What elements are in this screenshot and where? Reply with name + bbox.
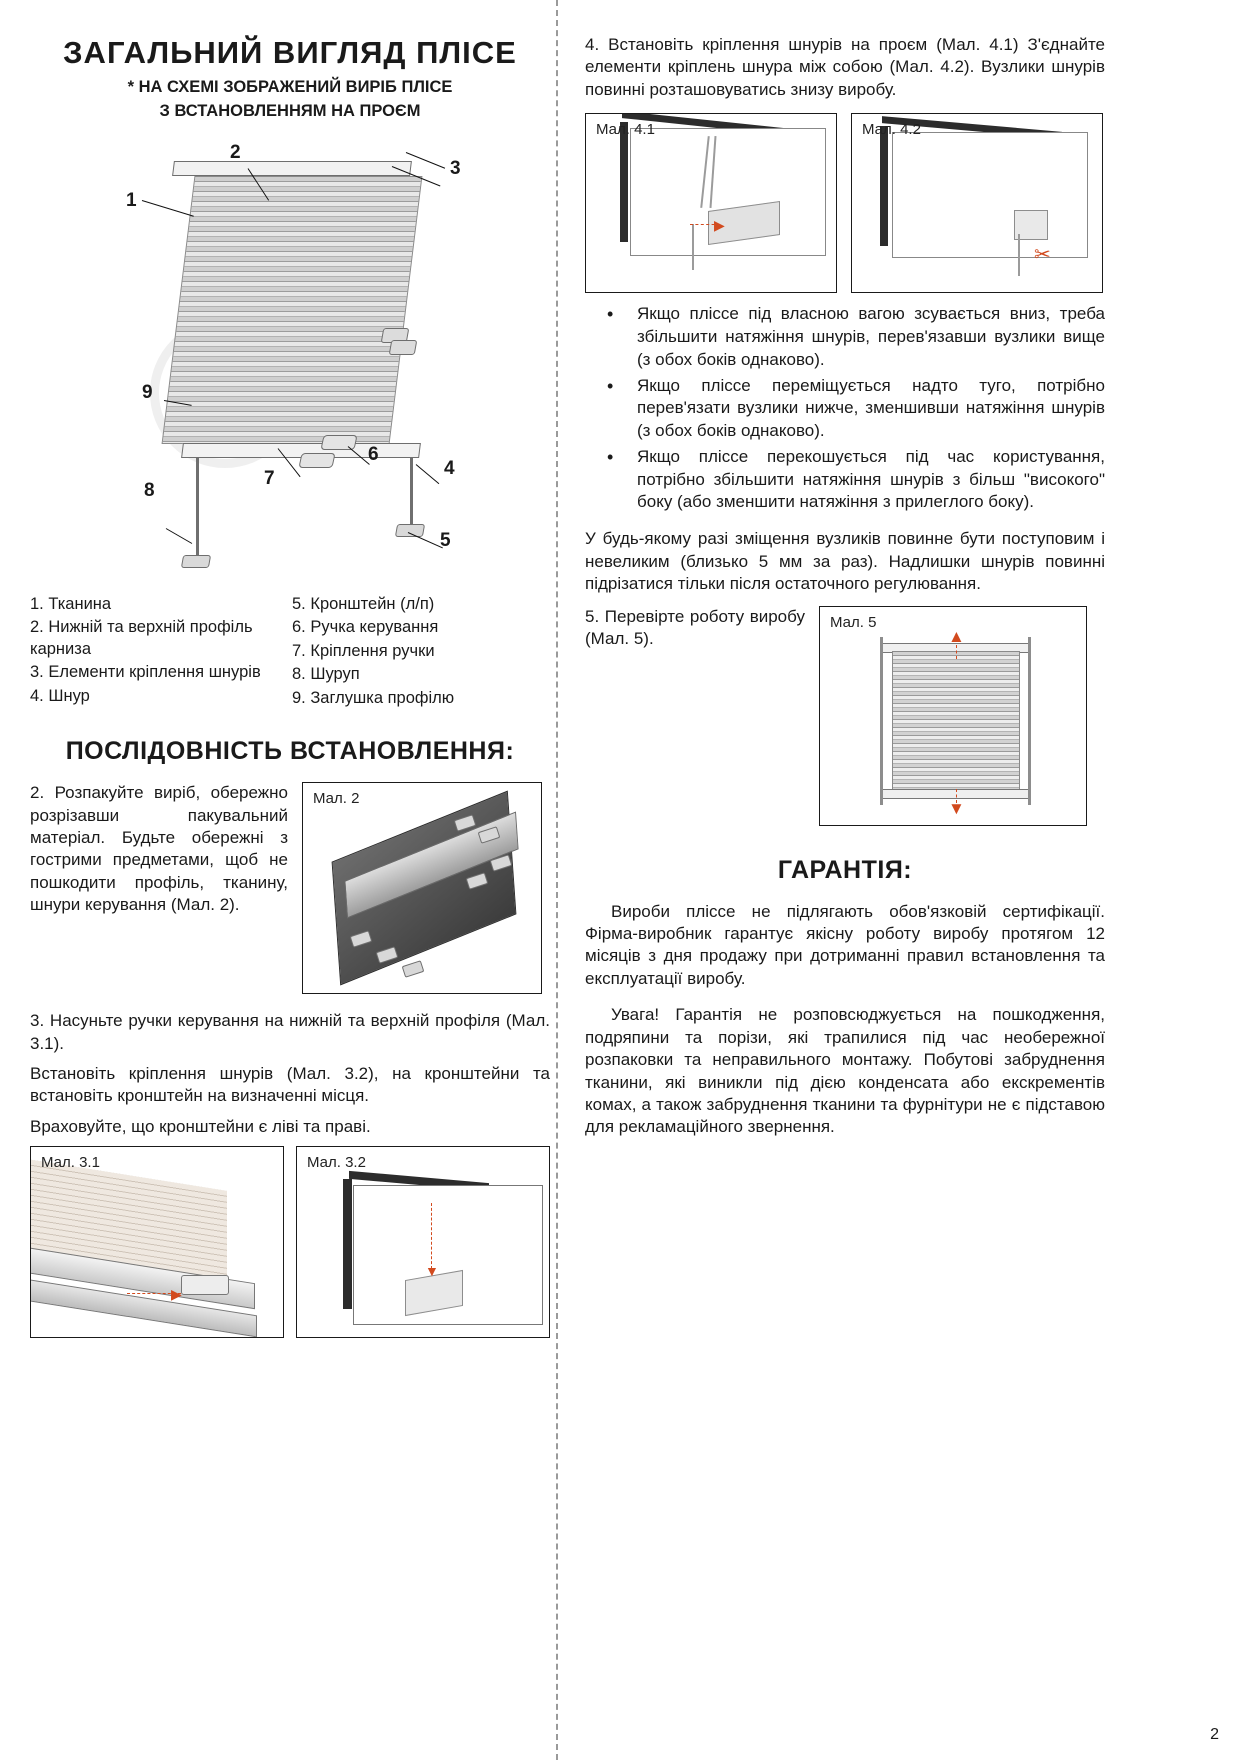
- leader-line-5: [408, 532, 443, 548]
- arrow-down-icon: ▼: [948, 798, 965, 818]
- legend-item: 3. Елементи кріплення шнурів: [30, 663, 261, 682]
- figure-3-1-caption: Мал. 3.1: [41, 1154, 100, 1172]
- figures-4-row: [585, 113, 1105, 293]
- subtitle-line-1: * НА СХЕМІ ЗОБРАЖЕНИЙ ВИРІБ ПЛІСЕ: [127, 77, 453, 96]
- subtitle-line-2: З ВСТАНОВЛЕННЯМ НА ПРОЄМ: [159, 102, 421, 121]
- installation-section-title: ПОСЛІДОВНІСТЬ ВСТАНОВЛЕННЯ:: [65, 737, 515, 766]
- parts-legend: [30, 594, 550, 711]
- legend-item: 1. Тканина: [30, 594, 112, 613]
- cord-left: [196, 458, 199, 556]
- arrow-right-icon: ▶: [171, 1286, 182, 1303]
- figure-5-caption: Мал. 5: [830, 613, 877, 631]
- movement-line-up: [956, 645, 957, 659]
- figure-4-1: [585, 113, 837, 293]
- legend-column-2: [292, 594, 532, 711]
- cord-tail: [1018, 234, 1020, 276]
- window-frame-side: [620, 122, 628, 242]
- legend-item: 6. Ручка керування: [292, 618, 439, 637]
- cord-fixing-element-b: [389, 340, 418, 355]
- legend-item: 5. Кронштейн (л/п): [292, 594, 435, 613]
- warranty-paragraph-2: Увага! Гарантія не розповсюджується на пошкодження, подряпини та порізи, які трапилися під час необережної розпаковки та неправильного монтажу. Побутові забруднення тканини, які виникли під дією конденсата або екскрементів комах, а також забруднення тканини та фурнітури не є підставою для рекламаційного звернення.: [585, 1005, 1105, 1137]
- step-5-text: 5. Перевірте роботу виробу (Мал. 5).: [585, 606, 805, 648]
- step-3-text-2: Встановіть кріплення шнурів (Мал. 3.2), на кронштейни та встановіть кронштейн на визначенні місця.: [30, 1064, 550, 1106]
- figures-3-row: [30, 1146, 550, 1338]
- figure-4-1-caption: Мал. 4.1: [596, 121, 655, 139]
- bracket-left: [181, 555, 211, 568]
- step-5-block: [585, 606, 1105, 826]
- pleated-fabric: [162, 176, 423, 444]
- product-overview-diagram: [30, 128, 550, 588]
- column-divider: [556, 0, 558, 1760]
- callout-7: 7: [264, 467, 275, 489]
- step-4-text: 4. Встановіть кріплення шнурів на проєм (Мал. 4.1) З'єднайте елементи кріплень шнура між собою (Мал. 4.2). Вузлики шнурів повинні розташовуватись знизу виробу.: [585, 35, 1105, 99]
- window-frame-side: [880, 126, 888, 246]
- mount-direction-line: [431, 1203, 432, 1269]
- callout-9: 9: [142, 381, 153, 403]
- step-3-text-3: Враховуйте, що кронштейни є ліві та праві.: [30, 1116, 371, 1136]
- step-2-block: [30, 782, 550, 994]
- callout-2: 2: [230, 141, 241, 163]
- figure-3-2: [296, 1146, 550, 1338]
- figure-2-caption: Мал. 2: [313, 790, 360, 808]
- figure-4-2: [851, 113, 1103, 293]
- left-column: [30, 28, 550, 1338]
- callout-6: 6: [368, 443, 379, 465]
- callout-1: 1: [126, 189, 137, 211]
- page-title: ЗАГАЛЬНИЙ ВИГЛЯД ПЛІСЕ: [63, 35, 517, 70]
- leader-line-1: [142, 200, 194, 217]
- pleated-fabric: [892, 651, 1020, 791]
- right-column: [585, 28, 1105, 1147]
- accessory-part: [402, 960, 425, 978]
- step-2-text: 2. Розпакуйте виріб, обережно розрізавши пакувальний матеріал. Будьте обережні з гострими предметами, щоб не пошкодити профіль, тканину, шнури керування (Мал. 2).: [30, 783, 288, 915]
- step-3-text-1: 3. Насуньте ручки керування на нижній та верхній профіля (Мал. 3.1).: [30, 1011, 550, 1053]
- figure-3-1: [30, 1146, 284, 1338]
- control-handle-b: [298, 453, 335, 468]
- legend-item: 7. Кріплення ручки: [292, 641, 435, 660]
- figure-2: [302, 782, 542, 994]
- window-frame-side: [343, 1179, 352, 1309]
- legend-item: 4. Шнур: [30, 686, 90, 705]
- control-handle-detail: [181, 1275, 229, 1295]
- callout-3: 3: [450, 157, 461, 179]
- leader-line-8: [166, 528, 192, 544]
- arrow-up-icon: ▲: [948, 626, 965, 646]
- legend-item: 9. Заглушка профілю: [292, 688, 455, 707]
- control-handle-a: [320, 435, 357, 450]
- page-number: 2: [1210, 1726, 1219, 1743]
- warranty-title: ГАРАНТІЯ:: [777, 855, 913, 884]
- cord-right: [410, 458, 413, 526]
- figure-4-2-caption: Мал. 4.2: [862, 121, 921, 139]
- cord-tail: [692, 224, 694, 270]
- callout-5: 5: [440, 529, 451, 551]
- legend-item: 8. Шуруп: [292, 665, 360, 684]
- callout-4: 4: [444, 457, 455, 479]
- warranty-paragraph-1: Вироби пліссе не підлягають обов'язковій сертифікації. Фірма-виробник гарантує якісну роботу виробу протягом 12 місяців з дня продажу при дотриманні правил встановлення та експлуатації виробу.: [585, 901, 1105, 988]
- leader-line-4: [416, 464, 440, 484]
- cord-right: [1028, 637, 1031, 805]
- list-item: • Якщо пліссе під власною вагою зсувається вниз, треба збільшити натяжіння шнурів, перев'язавши вузлики вище (з обох боків однаково).: [585, 303, 1105, 371]
- window-glass-area: [892, 132, 1088, 258]
- list-item: • Якщо пліссе перекошується під час користування, потрібно збільшити натяжіння шнурів з більш "високого" боку (або зменшити натяжіння з прилеглого боку).: [585, 446, 1105, 514]
- legend-item: 2. Нижній та верхній профіль карниза: [30, 618, 253, 658]
- figure-3-2-caption: Мал. 3.2: [307, 1154, 366, 1172]
- legend-column-1: [30, 594, 270, 711]
- figure-5: [819, 606, 1087, 826]
- arrow-right-icon: ▶: [714, 217, 725, 234]
- callout-8: 8: [144, 479, 155, 501]
- list-item: • Якщо пліссе переміщується надто туго, потрібно перев'язати вузлики нижче, зменшивши натяжіння шнурів (з обох боків однаково).: [585, 375, 1105, 443]
- adjustment-tips-list: [585, 303, 1105, 514]
- scissors-icon: ✂: [1034, 244, 1051, 267]
- arrow-down-icon: ▼: [425, 1263, 439, 1280]
- adjustment-note: У будь-якому разі зміщення вузликів повинне бути поступовим і невеликим (близько 5 мм за раз). Надлишки шнурів повинні підрізатися тільки після остаточного регулювання.: [585, 529, 1105, 594]
- top-rail: [172, 161, 412, 176]
- bracket-right: [395, 524, 425, 537]
- cord-left: [880, 637, 883, 805]
